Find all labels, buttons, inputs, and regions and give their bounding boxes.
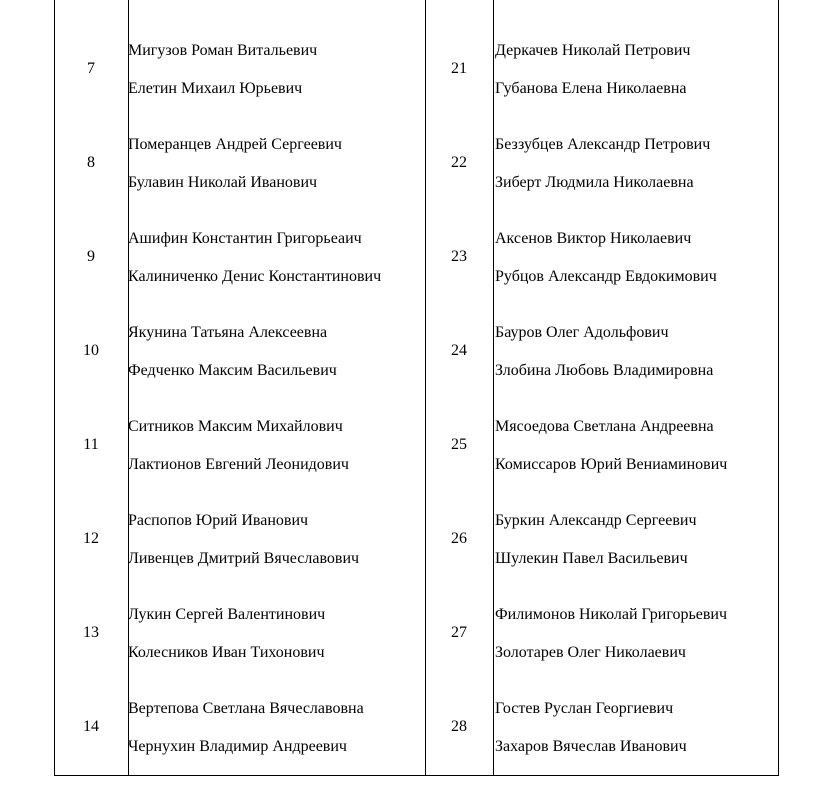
member-name: Беззубцев Александр Петрович [495, 136, 711, 153]
row-number: 10 [83, 342, 99, 359]
row-number: 23 [451, 248, 467, 265]
member-name: Ливенцев Дмитрий Вячеславович [128, 550, 360, 567]
column-divider-right-names [493, 0, 494, 775]
member-name: Гостев Руслан Георгиевич [495, 700, 674, 717]
row-number: 7 [87, 60, 95, 77]
table-border-left [54, 0, 55, 775]
member-name: Федченко Максим Васильевич [128, 362, 337, 379]
member-name: Бауров Олег Адольфович [495, 324, 669, 341]
member-name: Лукин Сергей Валентинович [128, 606, 326, 623]
member-name: Деркачев Николай Петрович [495, 42, 691, 59]
member-name: Захаров Вячеслав Иванович [495, 738, 687, 755]
member-name: Аксенов Виктор Николаевич [495, 230, 692, 247]
member-name: Распопов Юрий Иванович [128, 512, 309, 529]
row-number: 12 [83, 530, 99, 547]
row-number: 25 [451, 436, 467, 453]
member-name: Буркин Александр Сергеевич [495, 512, 697, 529]
table-border-right [778, 0, 779, 775]
row-number: 27 [451, 624, 467, 641]
member-name: Лактионов Евгений Леонидович [128, 456, 349, 473]
row-number: 14 [83, 718, 99, 735]
row-number: 28 [451, 718, 467, 735]
member-name: Злобина Любовь Владимировна [495, 362, 714, 379]
row-number: 11 [83, 436, 99, 453]
row-number: 26 [451, 530, 467, 547]
member-name: Якунина Татьяна Алексеевна [128, 324, 328, 341]
member-name: Филимонов Николай Григорьевич [495, 606, 728, 623]
member-name: Зиберт Людмила Николаевна [495, 174, 694, 191]
member-name: Елетин Михаил Юрьевич [128, 80, 303, 97]
member-name: Губанова Елена Николаевна [495, 80, 687, 97]
member-name: Ситников Максим Михайлович [128, 418, 343, 435]
row-number: 13 [83, 624, 99, 641]
member-name: Рубцов Александр Евдокимович [495, 268, 717, 285]
row-number: 9 [87, 248, 95, 265]
member-name: Померанцев Андрей Сергеевич [128, 136, 342, 153]
row-number: 8 [87, 154, 95, 171]
member-name: Комиссаров Юрий Вениаминович [495, 456, 728, 473]
member-name: Булавин Николай Иванович [128, 174, 318, 191]
member-name: Золотарев Олег Николаевич [495, 644, 686, 661]
cut-off-right-name [495, 0, 725, 1]
row-number: 21 [451, 60, 467, 77]
member-name: Вертепова Светлана Вячеславовна [128, 700, 364, 717]
member-name: Колесников Иван Тихонович [128, 644, 325, 661]
member-name: Мигузов Роман Витальевич [128, 42, 318, 59]
cut-off-left-name [128, 0, 376, 1]
column-divider-middle [425, 0, 426, 775]
row-number: 22 [451, 154, 467, 171]
member-name: Чернухин Владимир Андреевич [128, 738, 347, 755]
members-table [54, 0, 779, 776]
member-name: Ашифин Константин Григорьеаич [128, 230, 362, 247]
member-name: Калиниченко Денис Константинович [128, 268, 382, 285]
member-name: Шулекин Павел Васильевич [495, 550, 688, 567]
member-name: Мясоедова Светлана Андреевна [495, 418, 714, 435]
row-number: 24 [451, 342, 467, 359]
